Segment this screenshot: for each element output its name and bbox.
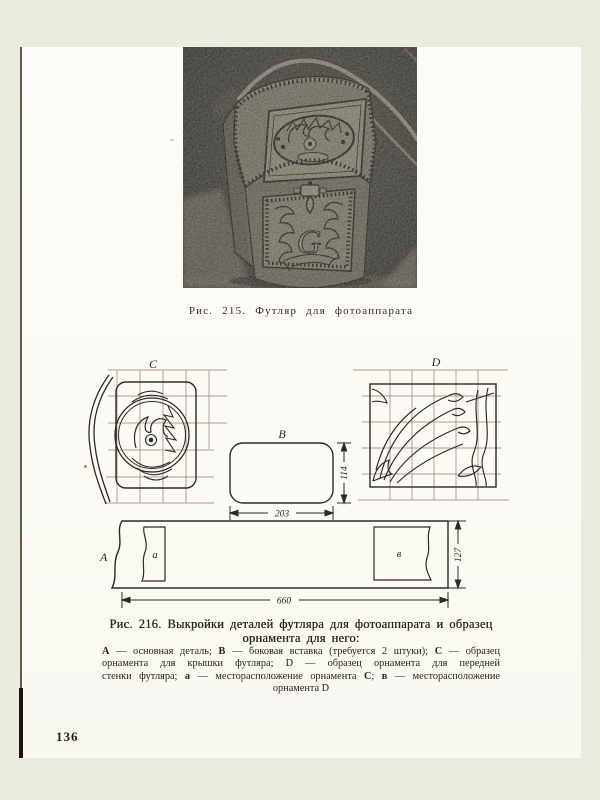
placement-v-label: в bbox=[396, 549, 402, 560]
dimension-114 bbox=[337, 443, 351, 503]
ornament-v-placement bbox=[374, 527, 431, 580]
piece-b-label: B bbox=[278, 427, 286, 441]
pattern-c-label: C bbox=[148, 357, 158, 371]
dimension-114-value: 114 bbox=[340, 466, 350, 480]
dimension-127-value: 127 bbox=[454, 547, 464, 563]
halftone-grain-light bbox=[183, 47, 417, 288]
dimension-203 bbox=[230, 506, 333, 520]
dimension-203-value: 203 bbox=[274, 509, 290, 520]
figure-216-caption bbox=[21, 617, 581, 645]
placement-a-label: a bbox=[152, 550, 158, 561]
figure-216-legend-line: орнамента D bbox=[272, 683, 330, 695]
figure-216-legend-line: стенки футляра; а — месторасположение орнамента С; в — месторасположение bbox=[102, 670, 500, 682]
pattern-diagram bbox=[80, 350, 520, 616]
figure-215-caption: Рис. 215. Футляр для фотоаппарата bbox=[188, 305, 414, 317]
piece-a-strip bbox=[99, 521, 466, 608]
ornament-d bbox=[353, 355, 509, 500]
page-number: 136 bbox=[56, 729, 79, 744]
pattern-d-label: D bbox=[431, 355, 441, 369]
figure-216-caption-line2: орнамента для него: bbox=[242, 631, 360, 645]
ornament-c bbox=[89, 357, 227, 504]
book-gutter-line-bottom bbox=[19, 688, 23, 758]
figure-216-legend-line: орнамента для крышки футляра; D — образец орнамента для передней bbox=[102, 658, 500, 670]
camera-case-photo bbox=[183, 47, 417, 288]
figure-216-legend-line: А — основная деталь; В — боковая вставка (требуется 2 штуки); С — образец bbox=[102, 646, 500, 657]
book-gutter-line bbox=[20, 47, 22, 758]
piece-b bbox=[230, 427, 351, 520]
piece-b-outline bbox=[230, 443, 333, 503]
camera-case-photo-art bbox=[183, 47, 417, 288]
dimension-660-value: 660 bbox=[276, 596, 292, 607]
figure-216-legend bbox=[102, 646, 500, 696]
figure-216-caption-line1: Рис. 216. Выкройки деталей футляра для фотоаппарата и образец bbox=[109, 617, 493, 631]
ornament-d-art bbox=[370, 384, 496, 487]
piece-a-label: A bbox=[100, 550, 108, 564]
ornament-c-art bbox=[89, 375, 196, 504]
dimension-127 bbox=[448, 521, 466, 588]
dimension-660 bbox=[122, 592, 448, 608]
scan-speck bbox=[170, 139, 174, 141]
